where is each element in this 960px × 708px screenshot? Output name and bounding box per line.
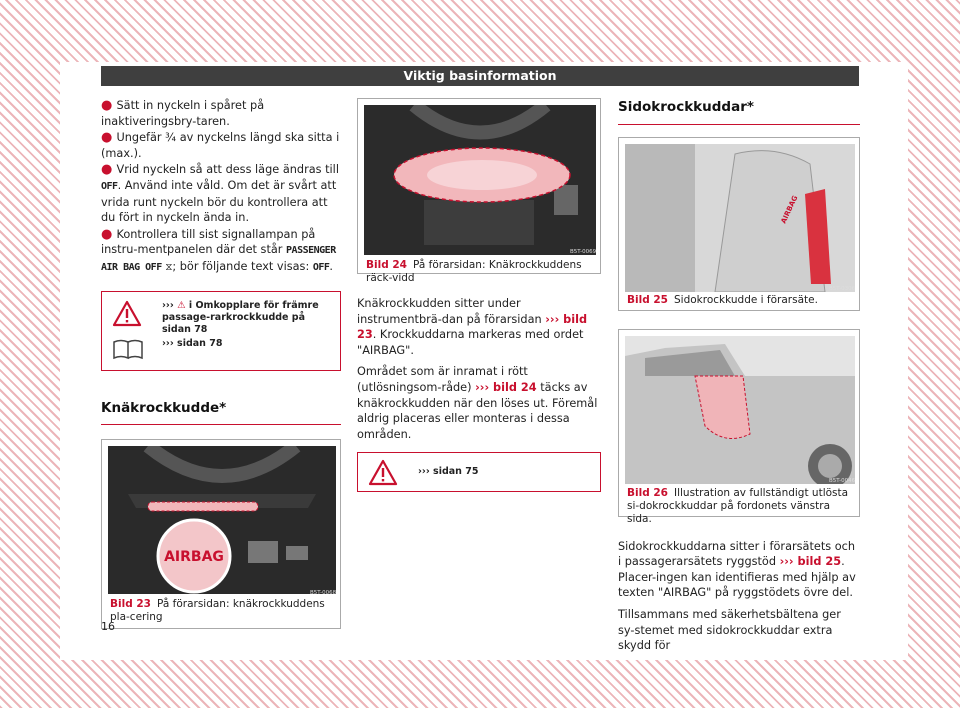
airbag-off-icon: ⧖: [165, 261, 173, 273]
knee-airbag-range-image: [364, 105, 596, 255]
link-figure-23[interactable]: ››› bild 23: [357, 312, 588, 342]
figure-25: AIRBAG B5T-0306 Bild 25 Sidokrockkudde i förarsäte.: [618, 137, 860, 311]
page-reference[interactable]: ››› sidan 78: [162, 337, 223, 349]
figure-caption: Bild 24 På förarsidan: Knäkrockkuddens räck-vidd: [366, 259, 582, 284]
warning-small-icon: ⚠: [177, 299, 186, 311]
page-reference[interactable]: ››› sidan 75: [418, 466, 479, 478]
section-title-knee-airbag: Knäkrockkudde*: [101, 401, 341, 426]
list-item: ● Vrid nyckeln så att dess läge ändras till OFF. Använd inte våld. Om det är svårt att vrida runt nyckeln bör du kontrollera att du fört in nyckeln ända in.: [101, 162, 339, 225]
keyword-off: OFF: [101, 180, 118, 192]
knee-airbag-image: [108, 446, 336, 594]
section-title-side-airbags: Sidokrockkuddar*: [618, 100, 860, 125]
figure-caption: Bild 26 Illustration av fullständigt utlösta si-dokrockkuddar på fordonets vänstra sida.: [627, 486, 849, 525]
column-right: [618, 98, 860, 660]
airbag-label: AIRBAG: [164, 549, 224, 566]
body-text: Sidokrockkuddarna sitter i förarsätets och i passagerarsätets ryggstöd ››› bild 25. Placer-ingen kan identifieras med hjälp av texten "AIRBAG" på ryggstödets övre del. Tillsammans med säkerhetsbältena ger sy-stemet med sidokrockkuddar extra skydd för: [618, 539, 856, 653]
column-middle: [357, 98, 601, 492]
list-item: ● Ungefär ¾ av nyckelns längd ska sitta i (max.).: [101, 130, 340, 160]
column-left: [101, 98, 341, 629]
figure-caption: Bild 23 På förarsidan: knäkrockkuddens pla-cering: [110, 598, 325, 624]
link-figure-24[interactable]: ››› bild 24: [475, 380, 537, 394]
manual-book-icon: [112, 338, 146, 360]
warning-triangle-icon: [368, 459, 398, 486]
page-number: 16: [101, 620, 115, 633]
list-item: ● Kontrollera till sist signallampan på instru-mentpanelen där det står PASSENGER AIR BAG OFF ⧖; bör följande text visas: OFF.: [101, 226, 336, 273]
side-airbag-vehicle-image: [625, 336, 855, 484]
link-figure-25[interactable]: ››› bild 25: [779, 555, 842, 569]
figure-26: B5T-0046 Bild 26 Illustration av fullständigt utlösta si-dokrockkuddar på fordonets vänstra sida.: [618, 329, 860, 517]
warning-box: [357, 452, 601, 492]
airbag-seat-label: AIRBAG: [779, 193, 800, 225]
figure-caption: Bild 25 Sidokrockkudde i förarsäte.: [627, 293, 818, 306]
keyword-passenger-airbag-off: PASSENGER AIR BAG OFF: [101, 245, 336, 273]
keyword-off: OFF: [312, 261, 330, 273]
list-item: ● Sätt in nyckeln i spåret på inaktiveringsbry-taren.: [101, 98, 265, 128]
side-airbag-seat-image: [625, 144, 855, 292]
warning-triangle-icon: [112, 300, 142, 327]
figure-23: AIRBAG B5T-0068 Bild 23 På förarsidan: knäkrockkuddens pla-cering: [101, 439, 341, 629]
page-header: Viktig basinformation: [101, 66, 859, 86]
warning-box: ››› ⚠ i Omkopplare för främre passage-rarkrockkudde på sidan 78 ››› sidan 78: [101, 291, 341, 371]
body-text: Knäkrockkudden sitter under instrumentbrä-dan på förarsidan ››› bild 23. Krockkuddarna markeras med ordet "AIRBAG". Området som är inramat i rött (utlösningsom-råde) ››› bild 24 täcks av knäkrockkudden när den löses ut. Föremål aldrig placeras eller monteras i dessa områden.: [357, 297, 598, 441]
figure-24: B5T-0069 Bild 24 På förarsidan: Knäkrockkuddens räck-vidd: [357, 98, 601, 274]
